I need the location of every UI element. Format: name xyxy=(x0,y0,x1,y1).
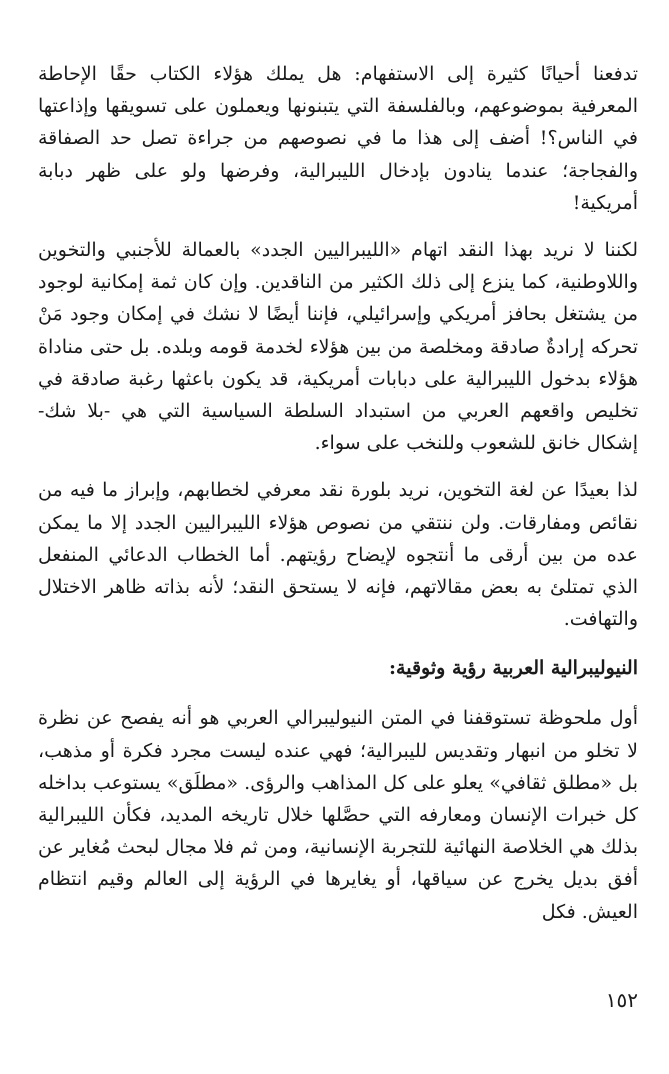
paragraph-2: لكننا لا نريد بهذا النقد اتهام «الليبراليين الجدد» بالعمالة للأجنبي والتخوين واللاوطنية، كما ينزع إلى ذلك الكثير من الناقدين. وإن كان ثمة إمكانية لوجود من يشتغل بحافز أمريكي وإسرائيلي، فإننا أيضًا لا نشك في إمكان وجود مَنْ تحركه إرادةٌ صادقة ومخلصة من بين هؤلاء لخدمة قومه وبلده. بل حتى مناداة هؤلاء بدخول الليبرالية على دبابات أمريكية، قد يكون باعثها رغبة صادقة في تخليص واقعهم العربي من استبداد السلطة السياسية التي هي -بلا شك- إشكال خانق للشعوب وللنخب على سواء. xyxy=(38,239,638,455)
paragraph-4: أول ملحوظة تستوقفنا في المتن النيوليبرالي العربي هو أنه يفصح عن نظرة لا تخلو من انبهار وتقديس لليبرالية؛ فهي عنده ليست مجرد فكرة أو مذهب، بل «مطلق ثقافي» يعلو على كل المذاهب والرؤى. «مطلَق» يستوعب بداخله كل خبرات الإنسان ومعارفه التي حصَّلها خلال تاريخه المديد، فكأن الليبرالية بذلك هي الخلاصة النهائية للتجربة الإنسانية، ومن ثم فلا مجال لبحث مُغاير عن أفق بديل يخرج عن سياقها، أو يغايرها في الرؤية إلى العالم وقيم انتظام العيش. فكل xyxy=(38,707,638,923)
paragraph-3: لذا بعيدًا عن لغة التخوين، نريد بلورة نقد معرفي لخطابهم، وإبراز ما فيه من نقائص ومفارقات. ولن ننتقي من نصوص هؤلاء الليبراليين الجدد إلا ما يمكن عده من بين أرقى ما أنتجوه لإيضاح رؤيتهم. أما الخطاب الدعائي المنفعل الذي تمتلئ به بعض مقالاتهم، فإنه لا يستحق النقد؛ لأنه بذاته ظاهر الاختلال والتهافت. xyxy=(38,479,638,631)
paragraph-1: تدفعنا أحيانًا كثيرة إلى الاستفهام: هل يملك هؤلاء الكتاب حقًا الإحاطة المعرفية بموضوعهم، وبالفلسفة التي يتبنونها ويعملون على تسويقها وإذاعتها في الناس؟! أضف إلى هذا ما في نصوصهم من جراءة تصل حد الصفاقة والفجاجة؛ عندما ينادون بإدخال الليبرالية، وفرضها ولو على ظهر دبابة أمريكية! xyxy=(38,63,638,214)
section-heading: النيوليبرالية العربية رؤية وثوقية: xyxy=(389,657,638,680)
page-number: ١٥٢ xyxy=(605,988,638,1012)
page-body xyxy=(38,58,638,928)
